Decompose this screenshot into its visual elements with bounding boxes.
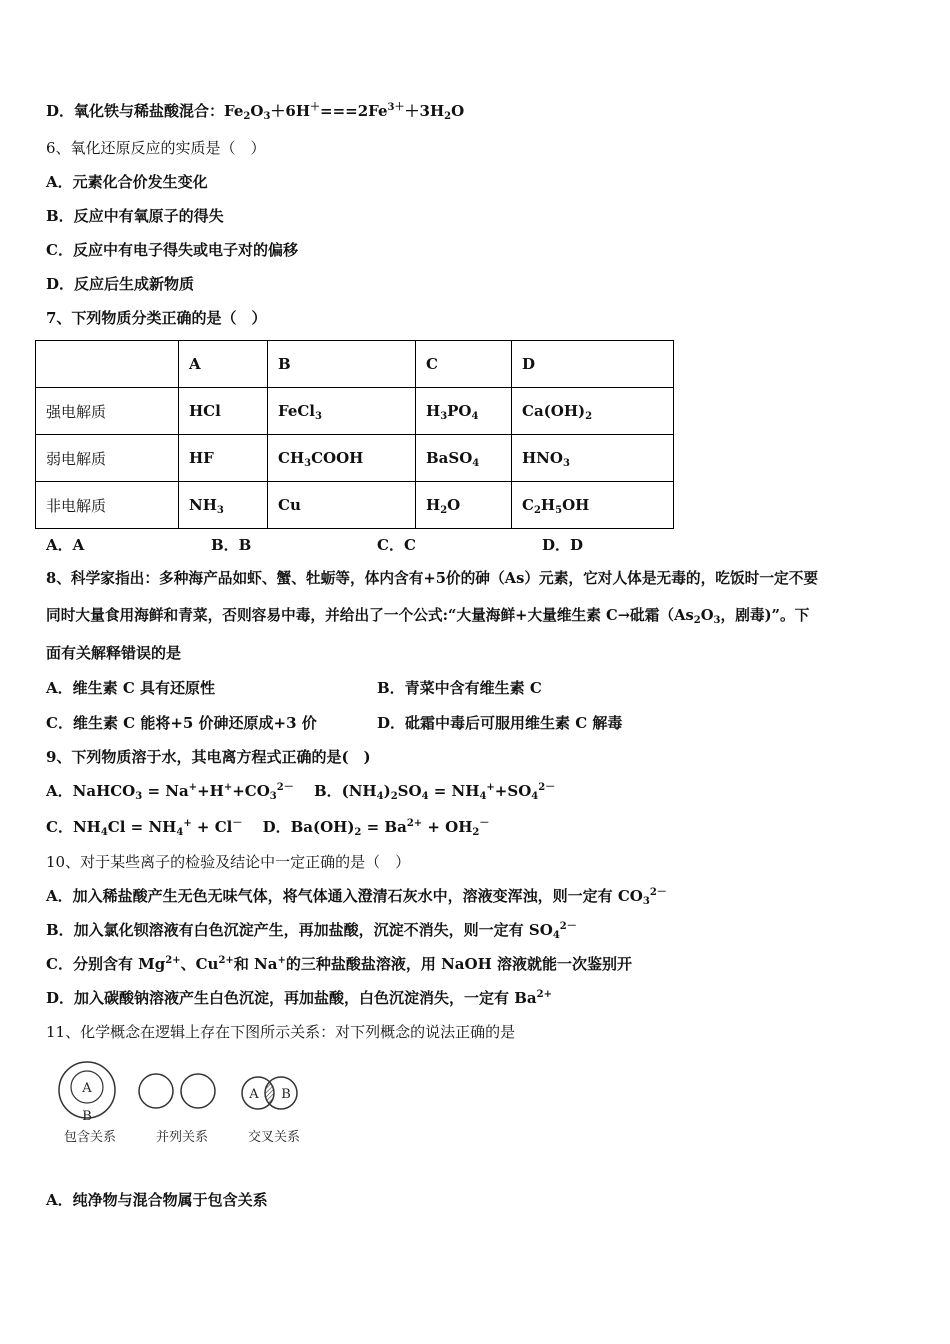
label-parallel: 并列关系 bbox=[155, 1130, 209, 1145]
q8-option-c: C．维生素 C 能将+5 价砷还原成+3 价 bbox=[46, 714, 317, 732]
q6-option-c: C．反应中有电子得失或电子对的偏移 bbox=[46, 241, 298, 259]
q8-option-b: B．青菜中含有维生素 C bbox=[377, 679, 542, 697]
q10-option-b: B．加入氯化钡溶液有白色沉淀产生，再加盐酸，沉淀不消失，则一定有 $SO_4^{2-}$ bbox=[46, 921, 577, 941]
table-cell: HCl bbox=[179, 388, 268, 435]
intersection-diagram bbox=[242, 1077, 297, 1109]
q8-stem-line3: 面有关解释错误的是 bbox=[46, 644, 182, 662]
table-cell: $HNO_3$ bbox=[512, 435, 674, 482]
q6-option-a: A．元素化合价发生变化 bbox=[46, 173, 208, 191]
q8-stem-line2: 同时大量食用海鲜和青菜，否则容易中毒，并给出了一个公式:“大量海鲜+大量维生素 C→砒霜（$As_2O_3$，剧毒)”。下 bbox=[46, 607, 810, 626]
q7-option-b: B．B bbox=[211, 536, 252, 554]
table-cell: $C_2H_5OH$ bbox=[512, 482, 674, 529]
q9-stem: 9、下列物质溶于水，其电离方程式正确的是( ) bbox=[46, 748, 371, 766]
q6-stem: 6、氧化还原反应的实质是（ ） bbox=[46, 139, 266, 157]
q7-option-a: A．A bbox=[46, 536, 85, 554]
q5-option-d bbox=[46, 101, 464, 121]
q10-stem: 10、对于某些离子的检验及结论中一定正确的是（ ） bbox=[46, 853, 411, 871]
q5d-formula: $Fe_2O_3+6H^+===2Fe^{3+}+3H_2O$ bbox=[224, 102, 465, 122]
q8-option-d: D．砒霜中毒后可服用维生素 C 解毒 bbox=[377, 714, 623, 732]
classification-table bbox=[35, 340, 674, 529]
label-intersection: 交叉关系 bbox=[247, 1130, 301, 1145]
table-cell: 强电解质 bbox=[36, 388, 179, 435]
q8-stem-line1: 8、科学家指出：多种海产品如虾、蟹、牡蛎等，体内含有+5价的砷（As）元素，它对人体是无毒的，吃饭时一定不要 bbox=[46, 570, 819, 587]
q9-options-cd: C．$NH_4Cl = NH_4^+ + Cl^-$ D．$Ba(OH)_2 = Ba^{2+} + OH_2^-$ bbox=[46, 818, 490, 838]
table-cell: 弱电解质 bbox=[36, 435, 179, 482]
table-cell: A bbox=[179, 341, 268, 388]
table-row bbox=[36, 435, 674, 482]
q7-stem: 7、下列物质分类正确的是（ ） bbox=[46, 309, 267, 327]
table-cell: 非电解质 bbox=[36, 482, 179, 529]
q6-option-d: D．反应后生成新物质 bbox=[46, 275, 195, 293]
circle-label-inner: A bbox=[82, 1081, 92, 1096]
circle-label-b: B bbox=[281, 1087, 291, 1102]
table-cell: $CH_3COOH$ bbox=[268, 435, 416, 482]
relationship-diagram bbox=[50, 1058, 320, 1153]
table-cell: $H_3PO_4$ bbox=[416, 388, 512, 435]
parallel-diagram bbox=[139, 1074, 215, 1108]
table-cell: HF bbox=[179, 435, 268, 482]
table-cell: Cu bbox=[268, 482, 416, 529]
q8-option-a: A．维生素 C 具有还原性 bbox=[46, 679, 216, 697]
table-row bbox=[36, 482, 674, 529]
label-inclusion: 包含关系 bbox=[63, 1130, 117, 1145]
circle-label-a: A bbox=[249, 1087, 259, 1102]
q10-option-d: D．加入碳酸钠溶液产生白色沉淀，再加盐酸，白色沉淀消失，一定有 $Ba^{2+}$ bbox=[46, 989, 552, 1007]
table-cell: FeCl$_3$ bbox=[268, 388, 416, 435]
q6-option-b: B．反应中有氧原子的得失 bbox=[46, 207, 224, 225]
table-cell: $Ca(OH)_2$ bbox=[512, 388, 674, 435]
table-cell bbox=[36, 341, 179, 388]
table-header-row bbox=[36, 341, 674, 388]
q7-option-d: D．D bbox=[542, 536, 584, 554]
table-cell: C bbox=[416, 341, 512, 388]
q11-stem: 11、化学概念在逻辑上存在下图所示关系：对下列概念的说法正确的是 bbox=[46, 1023, 516, 1041]
table-cell: $H_2O$ bbox=[416, 482, 512, 529]
table-cell: $NH_3$ bbox=[179, 482, 268, 529]
q10-option-c: C．分别含有 $Mg^{2+}$、$Cu^{2+}$和 Na+的三种盐酸盐溶液，用 NaOH 溶液就能一次鉴别开 bbox=[46, 955, 632, 973]
q9-options-ab: A．NaHCO$_3$ = $Na^++H^++CO_3^{2-}$ B．$(NH_4)_2SO_4 = NH_4^++SO_4^{2-}$ bbox=[46, 782, 556, 802]
inclusion-diagram bbox=[59, 1062, 115, 1124]
q7-option-c: C．C bbox=[377, 536, 416, 554]
table-cell: B bbox=[268, 341, 416, 388]
table-row bbox=[36, 388, 674, 435]
q11-option-a: A．纯净物与混合物属于包含关系 bbox=[46, 1191, 268, 1209]
table-cell: BaSO$_4$ bbox=[416, 435, 512, 482]
table-cell: D bbox=[512, 341, 674, 388]
q5d-text: D．氧化铁与稀盐酸混合： bbox=[46, 102, 225, 120]
circle-label-outer: B bbox=[82, 1109, 92, 1124]
q10-option-a: A．加入稀盐酸产生无色无味气体，将气体通入澄清石灰水中，溶液变浑浊，则一定有 $CO_3^{2-}$ bbox=[46, 887, 667, 907]
